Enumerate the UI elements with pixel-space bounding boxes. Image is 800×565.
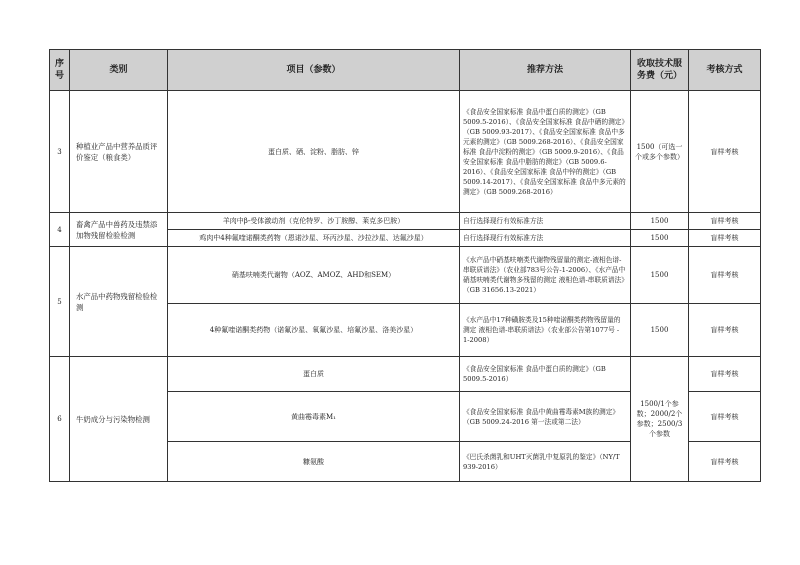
row-assess: 盲样考核 [689,392,761,442]
row-index: 3 [50,91,70,213]
row-item: 羊肉中β-受体激动剂（克伦特罗、沙丁胺醇、莱克多巴胺） [168,213,460,230]
header-assess: 考核方式 [689,50,761,91]
row-assess: 盲样考核 [689,230,761,247]
row-assess: 盲样考核 [689,91,761,213]
row-assess: 盲样考核 [689,213,761,230]
header-index: 序号 [50,50,70,91]
table-row [50,247,761,304]
row-category: 种植业产品中营养品质评价鉴定（粮食类） [70,91,168,213]
row-item: 4种氟喹诺酮类药物（诺氟沙星、氧氟沙星、培氟沙星、洛美沙星） [168,304,460,357]
row-method: 自行选择现行有效标准方法 [460,230,631,247]
header-row [50,50,761,91]
header-category: 类别 [70,50,168,91]
row-fee: 1500/1个参数；2000/2个参数；2500/3个参数 [631,357,689,482]
row-item: 蛋白质 [168,357,460,392]
row-fee: 1500 [631,304,689,357]
row-index: 5 [50,247,70,357]
row-fee: 1500 [631,230,689,247]
row-index: 4 [50,213,70,247]
row-item: 蛋白质、硒、淀粉、脂肪、锌 [168,91,460,213]
header-fee: 收取技术服务费（元） [631,50,689,91]
header-item: 项目（参数） [168,50,460,91]
row-method: 《食品安全国家标准 食品中黄曲霉毒素M族的测定》（GB 5009.24-2016 第一法或第二法） [460,392,631,442]
row-method: 《水产品中硝基呋喃类代谢物残留量的测定-液相色谱-串联质谱法》（农业部783号公告-1-2006）、《水产品中硝基呋喃类代谢物多残留的测定 液相色谱-串联质谱法》（GB 31656.13-2021） [460,247,631,304]
row-fee: 1500（可选一个或多个参数） [631,91,689,213]
row-method: 《食品安全国家标准 食品中蛋白质的测定》（GB 5009.5-2016） [460,357,631,392]
row-method: 《水产品中17种磺胺类及15种喹诺酮类药物残留量的测定 液相色谱-串联质谱法》（农业部公告第1077号 - 1-2008） [460,304,631,357]
row-category: 畜禽产品中兽药及违禁添加物残留检验检测 [70,213,168,247]
row-category: 水产品中药物残留检验检测 [70,247,168,357]
service-fee-table [49,49,761,482]
row-fee: 1500 [631,247,689,304]
row-method: 自行选择现行有效标准方法 [460,213,631,230]
row-method: 《食品安全国家标准 食品中蛋白质的测定》（GB 5009.5-2016）、《食品安全国家标准 食品中硒的测定》（GB 5009.93-2017）、《食品安全国家标准 食品中多元素的测定》（GB 5009.268-2016）、《食品安全国家标准 食品中淀粉的测定》（GB 5009.9-2016）、《食品安全国家标准 食品中脂肪的测定》（GB 5009.6-2016）、《食品安全国家标准 食品中锌的测定》（GB 5009.14-2017）、《食品安全国家标准 食品中多元素的测定》（GB 5009.268-2016） [460,91,631,213]
row-item: 糠氨酸 [168,442,460,482]
header-method: 推荐方法 [460,50,631,91]
row-category: 牛奶成分与污染物检测 [70,357,168,482]
table-row [50,91,761,213]
row-item: 硝基呋喃类代谢物（AOZ、AMOZ、AHD和SEM） [168,247,460,304]
fee-table-sheet [49,49,760,482]
row-index: 6 [50,357,70,482]
row-item: 鸡肉中4种氟喹诺酮类药物（恩诺沙星、环丙沙星、沙拉沙星、达氟沙星） [168,230,460,247]
table-row [50,213,761,230]
row-assess: 盲样考核 [689,247,761,304]
row-assess: 盲样考核 [689,442,761,482]
row-assess: 盲样考核 [689,357,761,392]
row-method: 《巴氏杀菌乳和UHT灭菌乳中复原乳的鉴定》（NY/T 939-2016） [460,442,631,482]
row-item: 黄曲霉毒素M₁ [168,392,460,442]
row-assess: 盲样考核 [689,304,761,357]
row-fee: 1500 [631,213,689,230]
table-row [50,357,761,392]
